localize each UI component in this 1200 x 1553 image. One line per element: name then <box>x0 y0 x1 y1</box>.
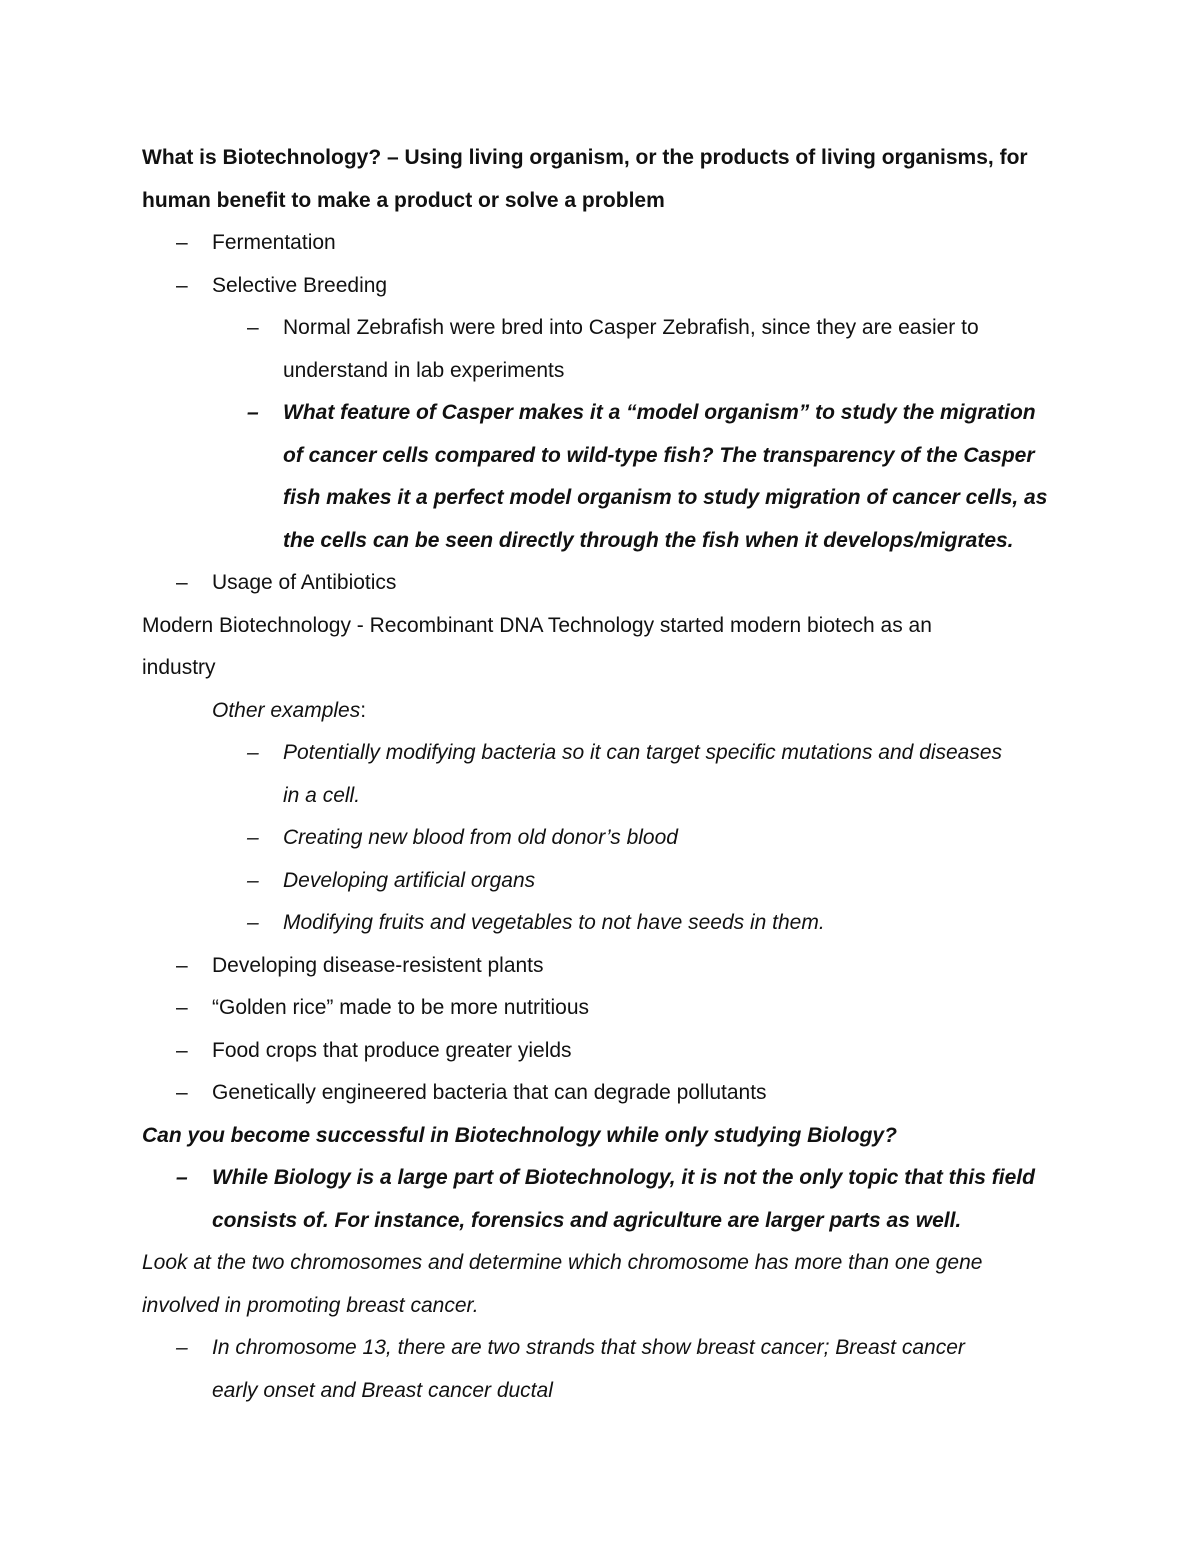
bacteria-line-2: in a cell. <box>283 783 361 807</box>
career-answer-line-2: consists of. For instance, forensics and agriculture are larger parts as well. <box>212 1208 962 1232</box>
list-item-seedless <box>142 902 1072 945</box>
modern-line-1: Modern Biotechnology - Recombinant DNA Technology started modern biotech as an <box>142 613 932 637</box>
modern-line-2: industry <box>142 656 216 679</box>
list-item-text: Food crops that produce greater yields <box>212 1038 572 1062</box>
career-answer-line-1: While Biology is a large part of Biotechnology, it is not the only topic that this field <box>212 1166 1035 1189</box>
dash-bullet: – <box>247 316 259 339</box>
dash-bullet: – <box>176 1166 188 1189</box>
dash-bullet: – <box>247 868 259 892</box>
list-item-fermentation <box>142 222 1072 265</box>
list-item-bacteria-mutations <box>142 732 1072 817</box>
dash-bullet: – <box>176 571 188 594</box>
zebrafish-line-2: understand in lab experiments <box>283 358 565 382</box>
dash-bullet: – <box>247 911 259 934</box>
list-item-artificial-organs <box>142 860 1072 903</box>
dash-bullet: – <box>176 1038 188 1062</box>
career-question: Can you become successful in Biotechnology while only studying Biology? <box>142 1123 897 1147</box>
chromosome-prompt-line-2: involved in promoting breast cancer. <box>142 1293 479 1317</box>
list-item-text: “Golden rice” made to be more nutritious <box>212 996 590 1019</box>
chromosome-prompt-line-1: Look at the two chromosomes and determine which chromosome has more than one gene <box>142 1251 983 1274</box>
dash-bullet: – <box>176 1336 188 1359</box>
zebrafish-line-1: Normal Zebrafish were bred into Casper Zebrafish, since they are easier to <box>283 316 979 339</box>
list-item-text: Developing artificial organs <box>283 868 536 892</box>
dash-bullet: – <box>176 273 188 297</box>
dash-bullet: – <box>247 401 259 424</box>
list-item-selective-breeding <box>142 265 1072 308</box>
dash-bullet: – <box>176 953 188 977</box>
casper-line-3: fish makes it a perfect model organism to study migration of cancer cells, as <box>283 486 1048 509</box>
list-item-antibiotics <box>142 562 1072 605</box>
intro-line-1: What is Biotechnology? – Using living organism, or the products of living organisms, for <box>142 146 1028 169</box>
dash-bullet: – <box>176 231 188 254</box>
list-item-text: Genetically engineered bacteria that can degrade pollutants <box>212 1081 767 1104</box>
dash-bullet: – <box>247 741 259 764</box>
list-item-casper-question <box>142 392 1072 562</box>
other-examples-colon: : <box>360 698 367 722</box>
dash-bullet: – <box>176 996 188 1019</box>
casper-line-1: What feature of Casper makes it a “model organism” to study the migration <box>283 401 1036 424</box>
list-item-text: Creating new blood from old donor’s blood <box>283 826 678 849</box>
bacteria-line-1: Potentially modifying bacteria so it can target specific mutations and diseases <box>283 741 1003 764</box>
list-item-zebrafish <box>142 307 1072 392</box>
list-item-food-crops <box>142 1030 1072 1073</box>
list-item-pollutant-bacteria <box>142 1072 1072 1115</box>
dash-bullet: – <box>176 1081 188 1104</box>
dash-bullet: – <box>247 826 259 849</box>
list-item-text: Modifying fruits and vegetables to not have seeds in them. <box>283 911 825 934</box>
intro-line-2: human benefit to make a product or solve a problem <box>142 188 665 212</box>
list-item-text: Usage of Antibiotics <box>212 571 397 594</box>
list-item-career-answer <box>142 1157 1072 1242</box>
chromosome-answer-line-1: In chromosome 13, there are two strands that show breast cancer; Breast cancer <box>212 1336 965 1359</box>
list-item-new-blood <box>142 817 1072 860</box>
other-examples-heading <box>142 690 1072 733</box>
document-body <box>142 137 1072 1412</box>
list-item-disease-resistant-plants <box>142 945 1072 988</box>
casper-line-2: of cancer cells compared to wild-type fish? The transparency of the Casper <box>283 443 1035 467</box>
list-item-text: Fermentation <box>212 231 336 254</box>
chromosome-answer-line-2: early onset and Breast cancer ductal <box>212 1378 553 1402</box>
list-item-text: Developing disease-resistent plants <box>212 953 544 977</box>
list-item-golden-rice <box>142 987 1072 1030</box>
list-item-text: Selective Breeding <box>212 273 388 297</box>
casper-line-4: the cells can be seen directly through the fish when it develops/migrates. <box>283 528 1014 552</box>
list-item-chromosome-answer <box>142 1327 1072 1412</box>
other-examples-label: Other examples <box>212 698 361 722</box>
